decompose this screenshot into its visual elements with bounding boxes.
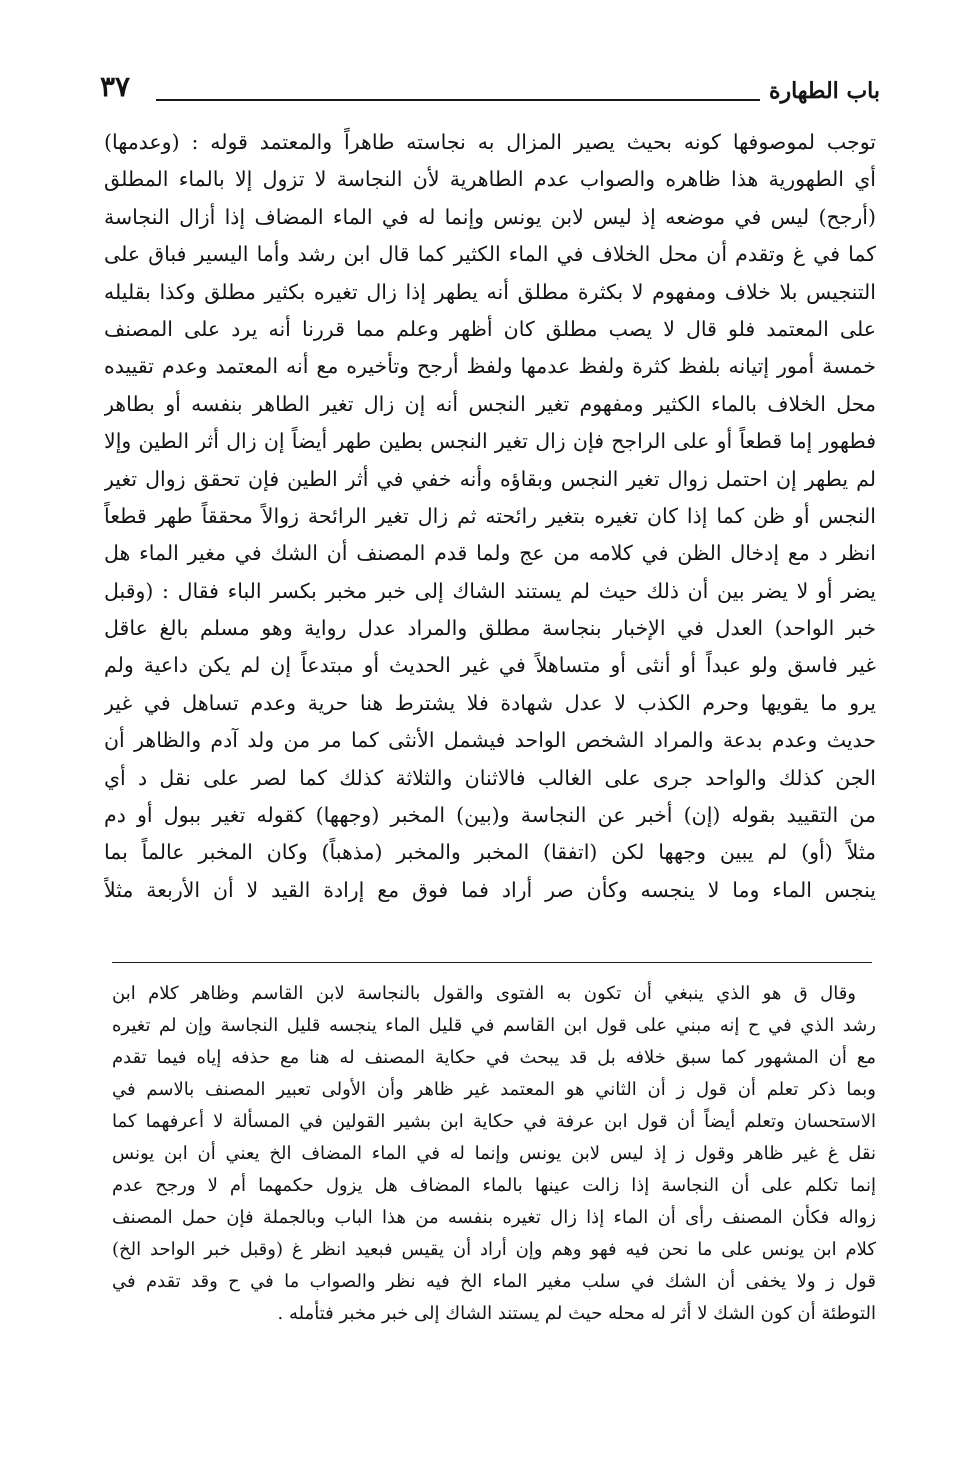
footnote-line: قول ز ولا يخفى أن الشك في سلب مغير الماء الخ فيه نظر والصواب ما في ح وقد تقدم في [112,1271,876,1292]
page-header [100,70,880,110]
text-line: توجب لموصوفها كونه بحيث يصير المزال به نجاسته طاهراً والمعتمد قوله : (وعدمها) [104,130,876,154]
text-line: على المعتمد فلو قال لا يصب مطلق كان أظهر وعلم مما قررنا أنه يرد على المصنف [104,316,876,341]
text-line: التنجيس بلا خلاف ومفهوم لا بكثرة مطلق أنه يطهر إذا زال تغيره بكثير مطلق وكذا بقليله [104,279,876,304]
footnote-divider [112,962,872,963]
footnote-line: وقال ق هو الذي ينبغي أن تكون به الفتوى والقول بالنجاسة لابن القاسم وظاهر كلام ابن [112,983,856,1004]
footnote-line: نقل غ غير ظاهر وقول ز إذ ليس لابن يونس وإنما له في الماء المضاف الخ يعني أن ابن يونس [112,1143,876,1164]
text-line: كما في غ وتقدم أن محل الخلاف في الماء الكثير كما قال ابن رشد وأما اليسير فباق على [104,242,876,267]
text-line: خمسة أمور إتيانه بلفظ كثرة ولفظ عدمها ولفظ أرجح وتأخيره مع أنه المعتمد وعدم تقييده [104,354,876,379]
text-line: انظر د مع إدخال الظن في كلامه من عج ولما قدم المصنف أن الشك في مغير الماء هل [104,541,876,566]
footnote-line: الاستحسان وتعلم أيضاً أن قول ابن عرفة في حكاية ابن بشير القولين في المسألة لا أعرفهما كما [112,1111,876,1132]
text-line: خبر الواحد) العدل في الإخبار بنجاسة مطلق والمراد عدل رواية وهو مسلم بالغ عاقل [104,616,876,641]
text-line: لم يطهر إن احتمل زوال تغير النجس وبقاؤه وأنه خفي في أثر الطين فإن تحقق زوال تغير [104,466,876,491]
text-line: أي الطهورية هذا ظاهره والصواب عدم الطاهرية لأن النجاسة لا تزول إلا بالماء المطلق [104,167,876,192]
text-line: (أرجح) ليس في موضعه إذ ليس لابن يونس وإنما له في الماء المضاف إذا أزال النجاسة [104,204,876,229]
text-line: مثلاً (أو) لم يبين وجهها لكن (اتفقا) المخبر والمخبر (مذهباً) وكان المخبر عالماً بما [104,840,876,865]
page-number: ٣٧ [100,70,131,103]
footnote-line: وبما ذكر تعلم أن قول ز أن الثاني هو المعتمد غير ظاهر وأن الأولى تعبير المصنف بالاسم في [112,1079,876,1100]
text-line: الجن كذلك والواحد جرى على الغالب فالاثنان والثلاثة كذلك كما لصر على نقل د أي [104,765,876,790]
footnote-line: رشد الذي في ح إنه مبني على قول ابن القاسم في قليل الماء ينجسه قليل النجاسة وإن لم تغيره [112,1015,876,1036]
text-line: فطهور إما قطعاً أو على الراجح فإن زال تغير النجس بطين طهر أيضاً إن زال أثر الطين وإلا [104,429,876,454]
text-line: غير فاسق ولو عبداً أو أنثى أو متساهلاً في غير الحديث أو مبتدعاً إن لم يكن داعية ولم [104,653,876,678]
main-text-body [104,124,876,909]
footnote-line: زواله فكأن المصنف رأى أن الماء إذا زال تغيره بنفسه من هذا الباب وبالجملة فإن حمل المصنف [112,1207,876,1228]
text-line: يرو ما يقويها وحرم الكذب لا عدل شهادة فلا يشترط هنا حرية وعدم تساهل في غير [104,690,876,715]
text-line: يضر أو لا يضر بين أن ذلك حيث لم يستند الشاك إلى خبر مخبر بكسر الباء فقال : (وقبل [104,578,876,603]
footnote-line: كلام ابن يونس على ما نحن فيه فهو وهم وإن أراد أن يقيس فبعيد انظر غ (وقبل خبر الواحد الخ) [112,1239,876,1260]
text-line: حديث وعدم بدعة والمراد الشخص الواحد فيشمل الأنثى كما مر من ولد آدم والظاهر أن [104,728,876,753]
text-line: من التقييد بقوله (إن) أخبر عن النجاسة و(بين) المخبر (وجهها) كقوله تغير ببول أو دم [104,803,876,828]
text-line: محل الخلاف بالماء الكثير ومفهوم تغير النجس أنه إن زال تغير الطاهر بنفسه أو بطاهر [104,391,876,416]
text-line: ينجس الماء وما لا ينجسه وكأن صر أراد فما فوق مع إرادة القيد لا أن الأربعة مثلاً [104,877,876,902]
header-rule [156,99,760,101]
footnote-line: إنما تكلم على أن النجاسة إذا زالت عينها بالماء المضاف هل يزول حكمهما أم لا ورجح عدم [112,1175,876,1196]
footnote-line: التوطئة أن كون الشك لا أثر له محله حيث لم يستند الشاك إلى خبر مخبر فتأمله . [277,1303,876,1324]
text-line: النجس أو ظن كما إذا كان تغيره بتغير رائحته ثم زال تغير الرائحة زوالاً محققاً طهر قطعاً [104,503,876,528]
footnote-body [112,978,876,1330]
footnote-line: مع أن المشهور كما سبق خلافه بل قد يبحث في حكاية المصنف له هنا مع حذفه إياه فيما تقدم [112,1047,876,1068]
chapter-title: باب الطهارة [768,78,880,104]
